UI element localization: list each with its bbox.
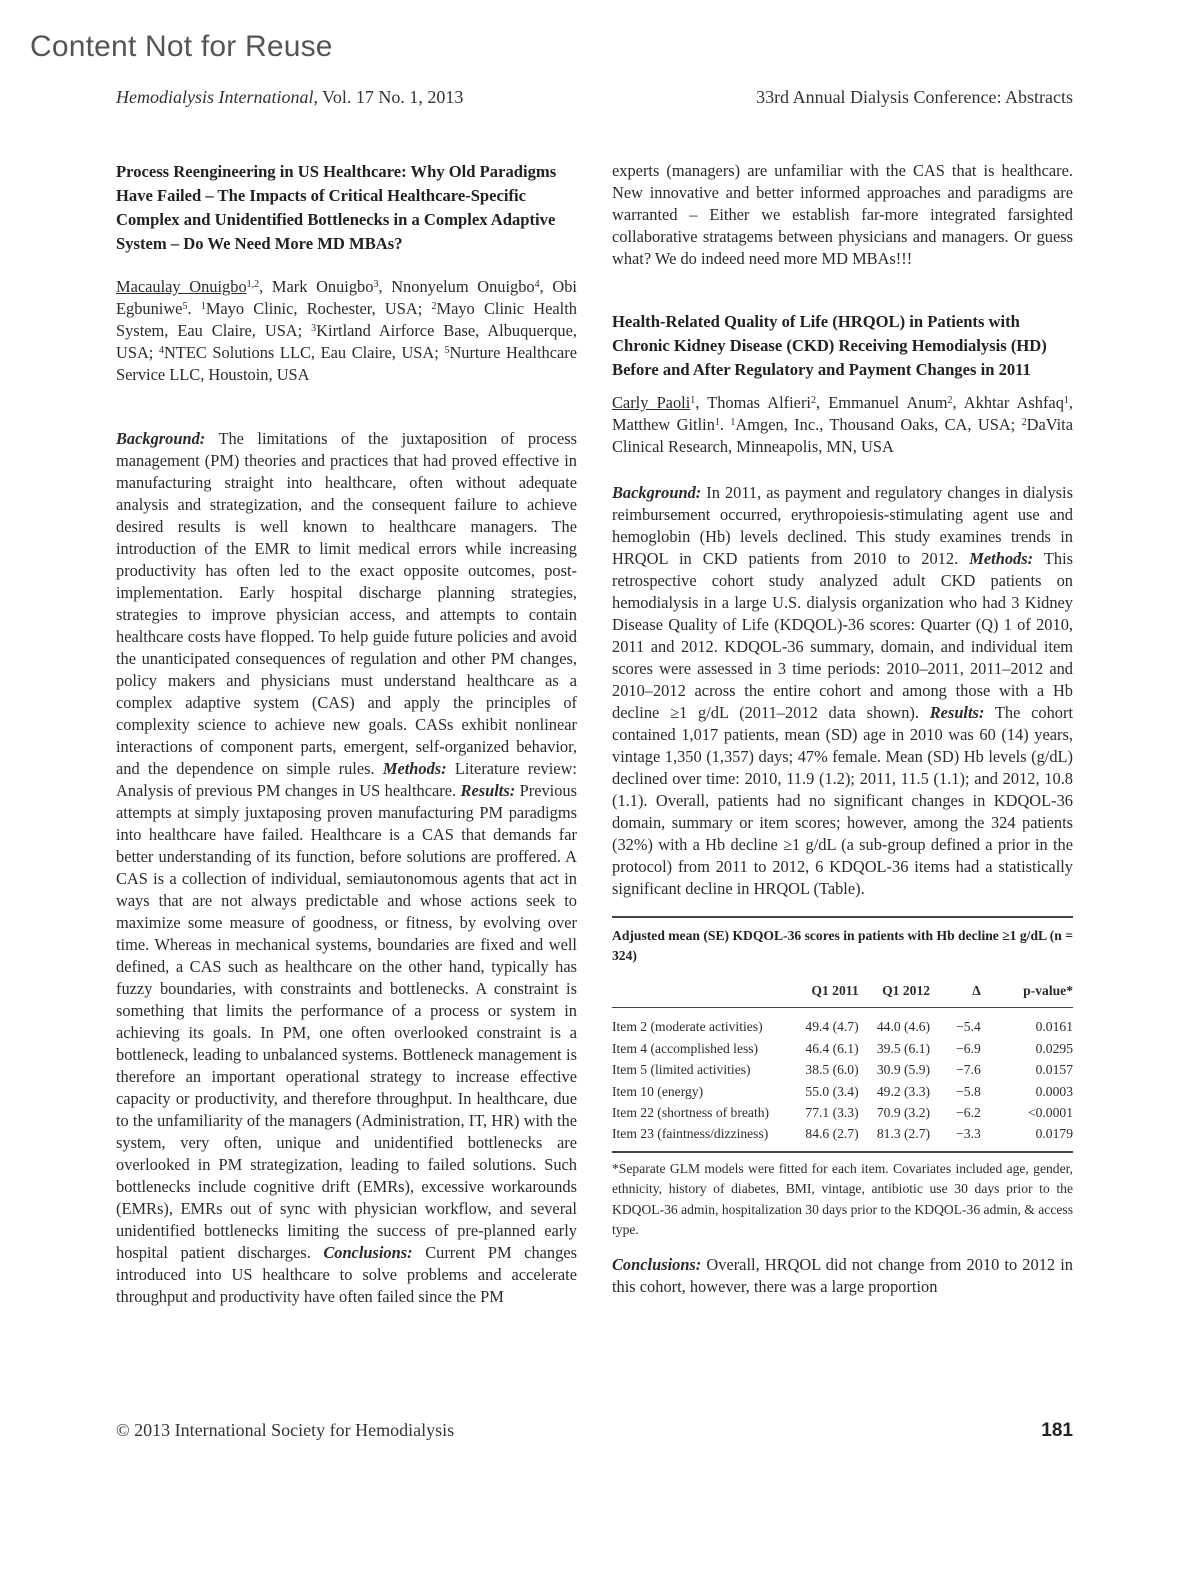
- table-cell: 81.3 (2.7): [876, 1126, 931, 1142]
- abstract2-results: The cohort contained 1,017 patients, mean (SD) age in 2010 was 60 (14) years, vintage 1,350 (1,357) days; 47% female. Mean (SD) Hb levels (g/dL) declined over time: 2010, 11.9 (1.2); 2011, 11.5 (1.1); and 2012, 10.8 (1.1). Overall, patients had no significant changes in KDQOL-36 domain, summary or item scores; however, among the 324 patients (32%) with a Hb decline ≥1 g/dL (a sub-group defined a prior in the protocol) from 2011 to 2012, 6 KDQOL-36 items had a statistically significant decline in HRQOL (Table).: [612, 703, 1073, 898]
- table-cell: 44.0 (4.6): [876, 1019, 931, 1035]
- abstract1-results: Previous attempts at simply juxtaposing proven manufacturing PM paradigms into healthcare have failed. Healthcare is a CAS that demands far better understanding of its function, before solutions are proffered. A CAS is a collection of individual, semiautonomous agents that act in ways that are not always predictable and whose actions seek to maximize some measure of goodness, or fitness, by evolving over time. Whereas in mechanical systems, boundaries are fixed and well defined, a CAS such as healthcare on the other hand, typically has fuzzy boundaries, with constraints and bottlenecks. A constraint is something that limits the performance of a process or system in achieving its goals. In PM, one often overlooked constraint is a bottleneck, leading to unbalanced systems. Bottleneck management is therefore an important operational strategy to increase effective capacity or productivity, and therefore throughput. In healthcare, due to the unfamiliarity of the managers (Administration, IT, HR) with the system, very often, unique and unidentified bottlenecks are overlooked in PM strategization, leading to failed solutions. Such bottlenecks include cognitive drift (EMRs), excessive workarounds (EMRs), EMRs out of sync with physician workflow, and several unidentified bottlenecks limiting the success of pre-planned early hospital patient discharges.: [116, 781, 577, 1262]
- abstract1-title: Process Reengineering in US Healthcare: Why Old Paradigms Have Failed – The Impacts of Critical Healthcare-Specific Complex and Unidentified Bottlenecks in a Complex Adaptive System – Do We Need More MD MBAs?: [116, 162, 557, 253]
- section-title: 33rd Annual Dialysis Conference: Abstracts: [756, 87, 1073, 107]
- table-cell: 0.0003: [1035, 1083, 1073, 1099]
- journal-citation: [116, 87, 463, 108]
- table-cell: Item 10 (energy): [612, 1083, 704, 1099]
- affiliation: DaVita Clinical Research, Minneapolis, MN, USA: [612, 415, 1073, 456]
- abstract1-authors: Macaulay Onuigbo$^{1,2}$, Mark Onuigbo$^3$, Nnonyelum Onuigbo$^4$, Obi Egbuniwe$^5$. $^1$Mayo Clinic, Rochester, USA; $^2$Mayo Clinic Health System, Eau Claire, USA; $^3$Kirtland Airforce Base, Albuquerque, USA; $^4$NTEC Solutions LLC, Eau Claire, USA; $^5$Nurture Healthcare Service LLC, Houstoin, USA: [116, 277, 577, 384]
- affiliation: Mayo Clinic, Rochester, USA;: [205, 299, 423, 318]
- affiliation: Nurture Healthcare Service LLC, Houstoin, USA: [116, 343, 577, 384]
- table-cell: −6.2: [956, 1105, 981, 1121]
- author-sup: 2: [947, 395, 953, 406]
- table-footnote: *Separate GLM models were fitted for each item. Covariates included age, gender, ethnicity, history of diabetes, BMI, vintage, antibiotic use 30 days prior to the KDQOL-36 admin, hospitalization 30 days prior to the KDQOL-36 admin, & access type.: [612, 1160, 1073, 1238]
- kdqol-table-block: [612, 916, 1073, 1240]
- table-caption: Adjusted mean (SE) KDQOL-36 scores in patients with Hb decline ≥1 g/dL (n = 324): [612, 928, 1073, 963]
- table-bottom-rule: [612, 1151, 1073, 1241]
- affiliation-sup: 1: [200, 301, 206, 312]
- affiliation-sup: 2: [1021, 417, 1027, 428]
- author-sup: 1: [714, 417, 720, 428]
- author-sup: 5: [182, 301, 188, 312]
- affiliation-sup: 2: [431, 301, 437, 312]
- abstract2-conclusions: Overall, HRQOL did not change from 2010 to 2012 in this cohort, however, there was a large proportion: [612, 1255, 1073, 1297]
- affiliation: Amgen, Inc., Thousand Oaks, CA, USA;: [735, 415, 1016, 434]
- abstract2-background: In 2011, as payment and regulatory changes in dialysis reimbursement occurred, erythropoiesis-stimulating agent use and hemoglobin (Hb) levels declined. This study examines trends in HRQOL in CKD patients from 2010 to 2012.: [612, 483, 1073, 568]
- methods-label: Methods:: [382, 759, 447, 778]
- table-header-cell: p-value*: [981, 972, 1073, 1008]
- author-name: , Akhtar Ashfaq: [952, 393, 1064, 412]
- kdqol-table: [612, 972, 1073, 1151]
- abstract1-methods: Literature review: Analysis of previous PM changes in US healthcare.: [116, 759, 577, 800]
- table-row: [612, 1038, 1073, 1059]
- author-name: , Matthew Gitlin: [612, 393, 1074, 434]
- table-row: [612, 1059, 1073, 1080]
- abstract2-methods: This retrospective cohort study analyzed adult CKD patients on hemodialysis in a large U.S. dialysis organization who had 3 Kidney Disease Quality of Life (KDQOL)-36 scores: Quarter (Q) 1 of 2010, 2011 and 2012. KDQOL-36 summary, domain, and individual item scores were assessed in 3 time periods: 2010–2011, 2011–2012 and 2010–2012 across the entire cohort and among those with a Hb decline ≥1 g/dL (2011–2012 data shown).: [612, 549, 1073, 722]
- table-cell: 49.2 (3.3): [876, 1083, 931, 1099]
- background-label: Background:: [612, 483, 702, 502]
- author-name: , Thomas Alfieri: [695, 393, 811, 412]
- table-cell: 0.0179: [1035, 1126, 1073, 1142]
- author-name: , Nnonyelum Onuigbo: [378, 277, 535, 296]
- affiliation-sup: 3: [311, 323, 317, 334]
- table-cell: 38.5 (6.0): [805, 1062, 859, 1078]
- results-label: Results:: [929, 703, 985, 722]
- table-header-row: [612, 972, 1073, 1008]
- affiliation-sup: 4: [158, 345, 164, 356]
- author-sup: 3: [373, 279, 379, 290]
- table-cell: 39.5 (6.1): [876, 1040, 931, 1056]
- abstract1-presenting-author: Macaulay Onuigbo: [116, 277, 247, 296]
- affiliation: Mayo Clinic Health System, Eau Claire, USA;: [116, 299, 577, 340]
- author-sup: 1,2: [246, 279, 260, 290]
- copyright: © 2013 International Society for Hemodialysis: [116, 1420, 455, 1440]
- affiliation-sup: 5: [444, 345, 450, 356]
- table-cell: 30.9 (5.9): [876, 1062, 931, 1078]
- table-cell: <0.0001: [1027, 1105, 1073, 1121]
- table-row: [612, 1008, 1073, 1038]
- page-number: 181: [1041, 1420, 1073, 1441]
- table-cell: 0.0161: [1035, 1019, 1073, 1035]
- table-cell: 84.6 (2.7): [805, 1126, 859, 1142]
- table-cell: −5.8: [956, 1083, 981, 1099]
- right-column: [612, 160, 1073, 1298]
- author-name: , Mark Onuigbo: [259, 277, 374, 296]
- table-cell: Item 5 (limited activities): [612, 1062, 751, 1078]
- table-cell: 0.0157: [1035, 1062, 1073, 1078]
- left-column: [116, 160, 577, 1308]
- author-sup: 2: [810, 395, 816, 406]
- table-cell: −3.3: [956, 1126, 981, 1142]
- watermark: Content Not for Reuse: [30, 30, 333, 63]
- abstract1-background: The limitations of the juxtaposition of process management (PM) theories and practices that had proved effective in manufacturing straight into healthcare, often without adequate analysis and strategization, and the consequent failure to achieve desired results is well known to healthcare managers. The introduction of the EMR to limit medical errors while increasing productivity has often led to the exact opposite outcomes, post-implementation. Early hospital discharge planning strategies, strategies to improve physician access, and attempts to contain healthcare costs have flopped. To help guide future policies and avoid the unanticipated consequences of regulation and other PM changes, policy makers and physicians must understand healthcare as a complex adaptive system (CAS) and apply the principles of complexity science to achieve new goals. CASs exhibit nonlinear interactions of component parts, emergent, self-organized behavior, and the dependence on simple rules.: [116, 429, 577, 778]
- affiliation: NTEC Solutions LLC, Eau Claire, USA;: [163, 343, 439, 362]
- table-cell: 46.4 (6.1): [805, 1040, 859, 1056]
- abstract2-title: Health-Related Quality of Life (HRQOL) in Patients with Chronic Kidney Disease (CKD) Receiving Hemodialysis (HD) Before and After Regulatory and Payment Changes in 2011: [612, 312, 1047, 379]
- author-name: , Emmanuel Anum: [815, 393, 948, 412]
- table-cell: 77.1 (3.3): [805, 1105, 859, 1121]
- table-cell: 55.0 (3.4): [805, 1083, 859, 1099]
- conclusions-label: Conclusions:: [323, 1243, 413, 1262]
- table-cell: 49.4 (4.7): [805, 1019, 859, 1035]
- table-cell: −6.9: [956, 1040, 981, 1056]
- author-sup: 1: [690, 395, 696, 406]
- abstract1-conclusions: Current PM changes introduced into US healthcare to solve problems and accelerate throughput and productivity have often failed since the PM: [116, 1243, 577, 1306]
- table-cell: −7.6: [956, 1062, 981, 1078]
- abstract2-conclusions-paragraph: [612, 1254, 1073, 1298]
- table-cell: Item 23 (faintness/dizziness): [612, 1126, 769, 1142]
- affiliation: Kirtland Airforce Base, Albuquerque, USA;: [116, 321, 577, 362]
- table-header-cell: Q1 2011: [787, 972, 858, 1008]
- table-header-cell: [612, 972, 787, 1008]
- author-sup: 1: [1063, 395, 1069, 406]
- background-label: Background:: [116, 429, 206, 448]
- abstract2-presenting-author: Carly Paoli: [612, 393, 691, 412]
- table-cell: Item 4 (accomplished less): [612, 1040, 759, 1056]
- abstract2-body: [612, 482, 1073, 900]
- author-name: , Obi Egbuniwe: [116, 277, 577, 318]
- journal-volume: , Vol. 17 No. 1, 2013: [313, 87, 464, 107]
- table-cell: −5.4: [956, 1019, 981, 1035]
- table-header-cell: Δ: [930, 972, 981, 1008]
- table-cell: Item 2 (moderate activities): [612, 1019, 763, 1035]
- table-cell: 0.0295: [1035, 1040, 1073, 1056]
- table-header-cell: Q1 2012: [859, 972, 930, 1008]
- abstract1-continued: experts (managers) are unfamiliar with the CAS that is healthcare. New innovative and better informed approaches and paradigms are warranted – Either we establish far-more integrated farsighted collaborative stratagems between physicians and managers. Or guess what? We do indeed need more MD MBAs!!!: [612, 161, 1073, 268]
- table-cell: 70.9 (3.2): [876, 1105, 931, 1121]
- table-row: [612, 1123, 1073, 1150]
- conclusions-label: Conclusions:: [612, 1255, 702, 1275]
- table-row: [612, 1081, 1073, 1102]
- journal-name: Hemodialysis International: [116, 87, 314, 107]
- methods-label: Methods:: [969, 549, 1034, 568]
- table-row: [612, 1102, 1073, 1123]
- table-cell: Item 22 (shortness of breath): [612, 1105, 770, 1121]
- running-head: [116, 87, 1073, 108]
- page-footer: [116, 1420, 1073, 1442]
- affiliation-sup: 1: [730, 417, 736, 428]
- abstract1-body: [116, 428, 577, 1308]
- abstract2-authors: Carly Paoli$^1$, Thomas Alfieri$^2$, Emmanuel Anum$^2$, Akhtar Ashfaq$^1$, Matthew Gitlin$^1$. $^1$Amgen, Inc., Thousand Oaks, CA, USA; $^2$DaVita Clinical Research, Minneapolis, MN, USA: [612, 393, 1074, 456]
- author-sup: 4: [534, 279, 540, 290]
- results-label: Results:: [460, 781, 516, 800]
